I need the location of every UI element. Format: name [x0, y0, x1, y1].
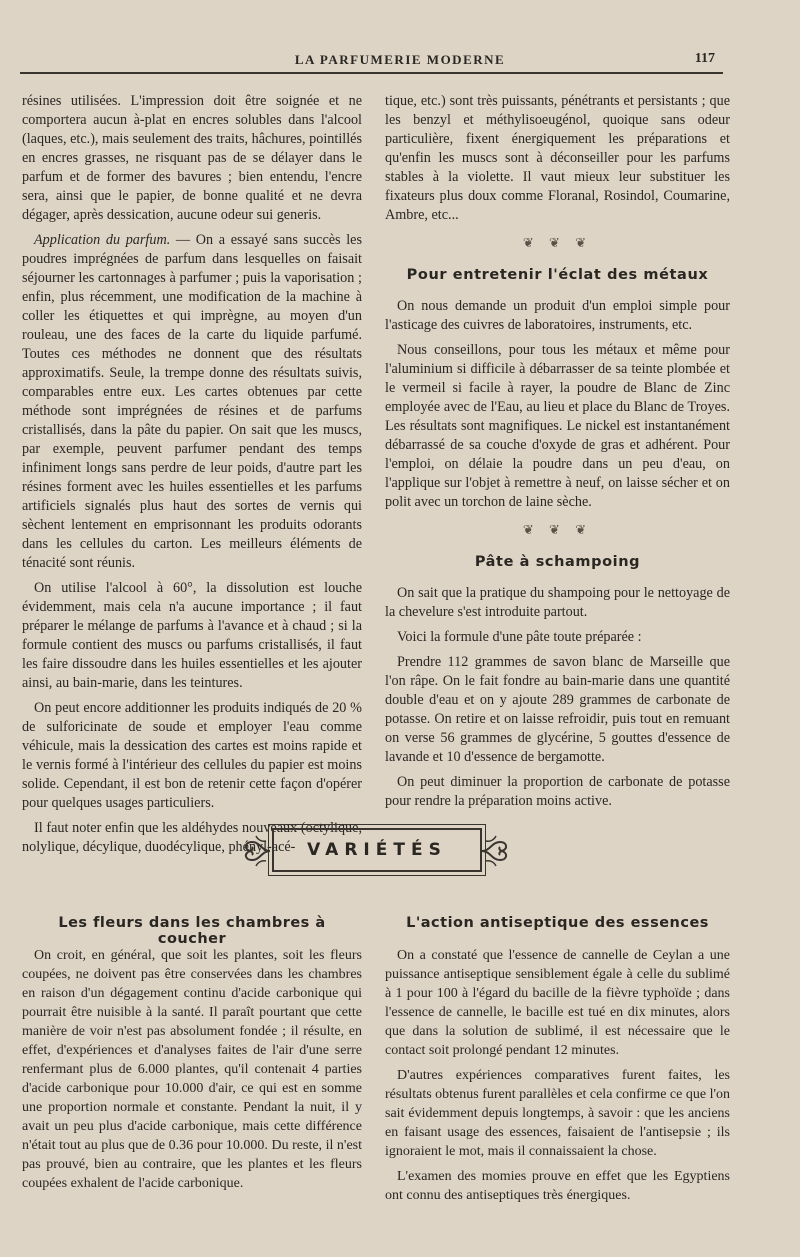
paragraph: On a constaté que l'essence de cannelle de Ceylan a une puissance antiseptique sensiblement égale à celle du sublimé à 1 pour 100 à l'égard du bacille de la fièvre typhoïde ; dans l'essence de cannelle, le bacille est tué en dix minutes, alors que dans la solution de sublimé, il est nécessaire que le contact soit prolongé pendant 12 minutes.	[385, 948, 730, 1058]
paragraph: Il faut noter enfin que les aldéhydes nouveaux (octylique, nolylique, décylique, duodécylique, phényl-acé-	[22, 820, 362, 855]
application-paragraph	[22, 231, 362, 573]
scroll-ornament-icon	[480, 832, 512, 870]
paragraph: On utilise l'alcool à 60°, la dissolution est louche évidemment, mais cela n'a aucune importance ; il faut préparer le mélange de parfums à l'avance et à chaud ; si la formule contient des muscs ou parfums cristallisés, il faut les faire dissoudre dans les huiles essentielles et les ajouter ainsi, au bain-marie, dans les teintures.	[22, 580, 362, 691]
paragraph: résines utilisées. L'impression doit être soignée et ne comportera aucun à-plat en encres solubles dans l'alcool (laques, etc.), mais seulement des traits, hâchures, pointillés en encres grasses, ne risquant pas de se délayer dans le parfum et de former des bavures ; bien entendu, l'encre sera, ainsi que le papier, de bonne qualité et ne devra dégager, après dessication, aucune odeur sui generis.	[22, 93, 362, 223]
running-title: LA PARFUMERIE MODERNE	[294, 52, 506, 67]
paragraph: Nous conseillons, pour tous les métaux et même pour l'aluminium si difficile à débarrasser de sa teinte plombée et le vermeil si facile à rayer, la poudre de Blanc de Zinc employée avec de l'Eau, au lieu et place du Blanc de Troyes. Les résultats sont magnifiques. Le nickel est instantanément débarrassé de sa couche d'oxyde de gras et adhérent. Pour l'emploi, on délaie la poudre dans un peu d'eau, on l'applique sur l'objet à remettre à neuf, on laisse sécher et on polit avec un torchon de laine sèche.	[385, 342, 730, 510]
section-title: Pour entretenir l'éclat des métaux	[406, 267, 709, 283]
paragraph: On nous demande un produit d'un emploi simple pour l'asticage des cuivres de laboratoires, instruments, etc.	[385, 298, 730, 333]
ornament-divider: ❦ ❦ ❦	[522, 235, 593, 250]
varietes-banner	[240, 828, 512, 876]
scroll-ornament-icon	[240, 832, 272, 870]
application-text: — On a essayé sans succès les poudres imprégnées de parfum dans lesquelles on faisait séjourner les cartonnages à parfumer ; puis la vaporisation ; enfin, plus récemment, une modification de la machine à coller les étiquettes et qui imprègne, au moyen d'un rouleau, une des faces de la carte du liquide parfumé. Toutes ces méthodes ne donnent que des résultats approximatifs. Seule, la trempe donne des résultats suivis, comparables entre eux. Les cartes obtenues par cette méthode sont imprégnées de résines et de parfums cristallisés, dans la pâte du papier. On sait que les muscs, par exemple, peuvent parfumer pendant des temps infiniment longs sans perdre de leur poids, d'autre part les résines forment avec les huiles essentielles et les parfums artificiels signalés plus haut des sortes de vernis qui sèchent lentement en emprisonnant les produits odorants dans les cellules du carton. Les meilleurs éléments de ténacité sont réunis.	[22, 232, 362, 571]
paragraph: On peut encore additionner les produits indiqués de 20 % de sulforicinate de soude et employer l'eau comme véhicule, mais la dessication des cartes est moins rapide et le vernis formé à l'intérieur des cellules du papier est moins solide. Cependant, il est bon de retenir cette façon d'opérer pour quelques usages particuliers.	[22, 700, 362, 811]
varietes-title: VARIÉTÉS	[272, 828, 482, 872]
section-title: Pâte à schampoing	[474, 554, 641, 570]
bottom-right-column	[385, 946, 730, 1205]
section-title: L'action antiseptique des essences	[406, 915, 709, 931]
right-column	[385, 92, 730, 811]
paragraph: Voici la formule d'une pâte toute préparée :	[397, 629, 642, 645]
paragraph: On peut diminuer la proportion de carbonate de potasse pour rendre la préparation moins active.	[385, 774, 730, 809]
section-title: Les fleurs dans les chambres à coucher	[58, 915, 326, 947]
left-column	[22, 92, 362, 857]
ornament-divider: ❦ ❦ ❦	[522, 522, 593, 537]
bottom-left-column	[22, 946, 362, 1193]
paragraph: Prendre 112 grammes de savon blanc de Marseille que l'on râpe. On le fait fondre au bain-marie dans une quantité double d'eau et on y ajoute 289 grammes de carbonate de potasse. On retire et on laisse refroidir, puis tout en remuant on verse 56 grammes de glycérine, 5 gouttes d'essence de lavande et 10 d'essence de bergamotte.	[385, 654, 730, 765]
page-number: 117	[694, 51, 715, 66]
application-heading: Application du parfum.	[34, 232, 171, 248]
paragraph: On croit, en général, que soit les plantes, soit les fleurs coupées, ne doivent pas être conservées dans les chambres en raison d'un dégagement continu d'acide carbonique qui pourrait être nuisible à la santé. Il paraît pourtant que cette manière de voir n'est pas absolument fondée ; il résulte, en effet, d'expériences et d'analyses faites de l'air d'une serre renfermant plus de 6.000 plantes, qu'il contenait 4 parties d'acide carbonique pour 10.000 d'air, ce qui est en somme une proportion normale et constante. Pendant la nuit, il y avait un peu plus d'acide carbonique, mais cette différence n'était tout au plus que de 0.36 pour 10.000. Du reste, il n'est pas prouvé, bien au contraire, que les plantes et les fleurs coupées exhalent de l'acide carbonique.	[22, 948, 362, 1191]
paragraph: D'autres expériences comparatives furent faites, les résultats obtenus furent parallèles et cela confirme ce que l'on sait évidemment depuis longtemps, à savoir : que les anciens en faisant usage des essences, faisaient de l'antisepsie ; ils ignoraient le mot, mais il connaissaient la chose.	[385, 1068, 730, 1159]
header-rule	[20, 72, 723, 74]
paragraph: L'examen des momies prouve en effet que les Egyptiens ont connu des antiseptiques très énergiques.	[385, 1169, 730, 1203]
paragraph: tique, etc.) sont très puissants, pénétrants et persistants ; que les benzyl et méthylisoeugénol, quoique sans odeur particulière, fixent énergiquement les préparations et qu'enfin les muscs sont à déconseiller pour les parfums stables à la violette. Il vaut mieux leur substituer les fixateurs plus doux comme Floranal, Rosindol, Coumarine, Ambre, etc...	[385, 93, 730, 223]
paragraph: On sait que la pratique du shampoing pour le nettoyage de la chevelure s'est introduite partout.	[385, 585, 730, 620]
